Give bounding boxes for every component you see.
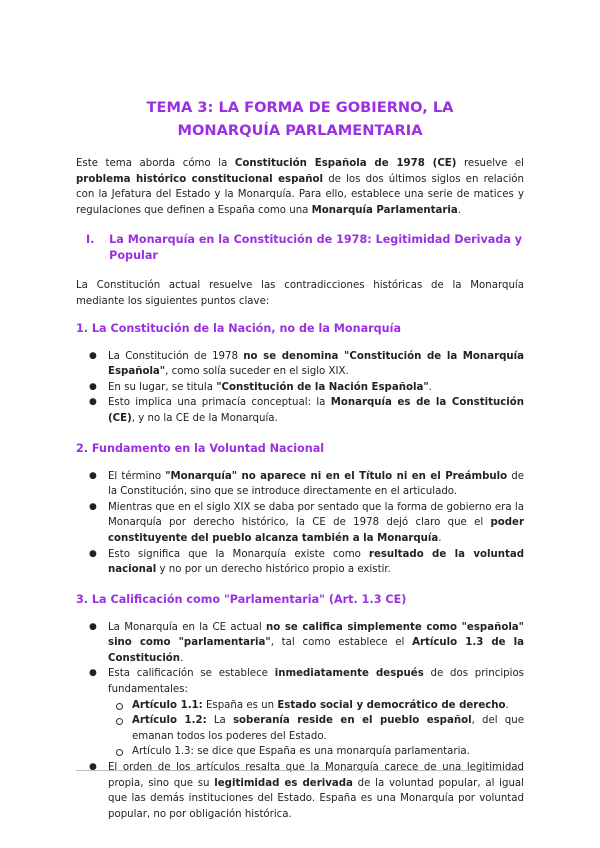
subsection-3-title: 3. La Calificación como "Parlamentaria" (Art. 1.3 CE) (76, 592, 407, 606)
bold-text: Monarquía es de la Constitución (CE) (108, 397, 524, 424)
bold-text: Artículo 1.2: (132, 715, 207, 727)
text-run: . (505, 699, 509, 711)
list-item (76, 666, 524, 760)
text-run: . (180, 652, 184, 664)
text-run: de dos principios fundamentales: (108, 668, 524, 696)
intro-paragraph (76, 156, 524, 218)
sub-list-item (108, 698, 524, 714)
bold-text: legitimidad es derivada (214, 777, 353, 789)
text-run: . (457, 204, 462, 216)
list-item (76, 380, 524, 396)
bullet-icon: ● (89, 668, 97, 679)
text-run: de la Constitución, sino que se introduce directamente en el articulado. (108, 470, 524, 498)
bold-text: Estado social y democrático de derecho (277, 699, 506, 711)
bold-text: Artículo 1.3 de la Constitución (108, 637, 524, 664)
subsection-2-title: 2. Fundamento en la Voluntad Nacional (76, 441, 325, 455)
text-run: . (438, 532, 442, 544)
text-run: Esto significa que la Monarquía existe como (108, 548, 369, 560)
text-run: Artículo 1.3: se dice que España es una monarquía parlamentaria. (132, 746, 470, 758)
bold-text: no se califica simplemente como "española" sino como "parlamentaria" (108, 621, 524, 649)
bold-text: no se denomina "Constitución de la Monarquía Española" (108, 350, 524, 378)
bullet-icon: ● (89, 381, 97, 392)
text-run: , del que emanan todos los poderes del Estado. (132, 715, 524, 742)
bullet-icon: ● (89, 470, 97, 481)
bold-text: inmediatamente después (274, 668, 424, 680)
text-run: , como solía suceder en el siglo XIX. (165, 366, 349, 378)
subsection-1-list (76, 349, 524, 427)
text-run: . (428, 381, 432, 393)
bold-text: Artículo 1.1: (132, 699, 203, 711)
bullet-icon: ● (89, 548, 97, 559)
text-run: resuelve el (456, 158, 524, 169)
text-run: La Monarquía en la CE actual (108, 621, 267, 633)
text-run: Esta calificación se establece (108, 668, 275, 680)
bullet-icon: ● (89, 350, 97, 361)
text-run: , y no la CE de la Monarquía. (131, 412, 278, 424)
sub-list (108, 698, 524, 760)
bold-text: Monarquía Parlamentaria (311, 204, 458, 216)
list-item (76, 349, 524, 380)
text-run: Mientras que en el siglo XIX se daba por sentado que la forma de gobierno era la Monarquía por derecho histórico, la CE de 1978 dejó claro que el (108, 501, 524, 529)
list-item (76, 547, 524, 578)
section-1-heading (76, 232, 524, 264)
circle-bullet-icon (116, 703, 123, 710)
subsection-3-list (76, 620, 524, 823)
text-run: El orden de los artículos resalta que la Monarquía carece de una legitimidad propia, sino que su (108, 762, 524, 789)
text-run: La Constitución de 1978 (108, 350, 244, 362)
text-run: de los dos últimos siglos en relación con la Jefatura del Estado y la Monarquía. Para ello, establece una serie de matices y regulaciones que definen a España como una (76, 173, 525, 216)
text-run: , tal como establece el (270, 637, 413, 649)
bullet-icon: ● (89, 397, 97, 408)
text-run: de la voluntad popular, al igual que las demás instituciones del Estado. España es una Monarquía por voluntad popular, no por obligación histórica. (108, 777, 524, 820)
section-1-number: I. (86, 233, 95, 247)
text-run: El término (108, 470, 166, 482)
circle-bullet-icon (116, 749, 123, 756)
list-item (76, 620, 524, 667)
text-run: La (206, 715, 233, 727)
text-run: Esto implica una primacía conceptual: la (108, 397, 331, 409)
text-run: Este tema aborda cómo la (76, 158, 235, 169)
sub-list-item (108, 744, 524, 760)
sub-list-item (108, 713, 524, 744)
bold-text: resultado de la voluntad nacional (108, 548, 524, 576)
document-title: TEMA 3: LA FORMA DE GOBIERNO, LA MONARQUÍA PARLAMENTARIA (146, 99, 454, 139)
circle-bullet-icon (116, 718, 123, 725)
bullet-icon: ● (89, 762, 97, 773)
bold-text: Constitución Española de 1978 (CE) (234, 158, 457, 169)
bold-text: soberanía reside en el pueblo español (232, 715, 472, 727)
subsection-2-list (76, 469, 524, 578)
bold-text: poder constituyente del pueblo alcanza también a la Monarquía (108, 517, 524, 544)
footer-divider (76, 770, 524, 771)
text-run: y no por un derecho histórico propio a existir. (156, 564, 391, 576)
bold-text: "Monarquía" no aparece ni en el Título ni en el Preámbulo (165, 470, 508, 482)
subsection-1-title: 1. La Constitución de la Nación, no de la Monarquía (76, 321, 401, 335)
list-item (76, 469, 524, 500)
text-run: En su lugar, se titula (108, 381, 217, 393)
bold-text: "Constitución de la Nación Española" (216, 381, 429, 393)
bold-text: problema histórico constitucional español (76, 173, 324, 185)
section-1-paragraph: La Constitución actual resuelve las contradicciones históricas de la Monarquía mediante los siguientes puntos clave: (76, 280, 524, 307)
list-item (76, 395, 524, 426)
text-run: España es un (202, 699, 278, 711)
bullet-icon: ● (89, 621, 97, 632)
section-1-title: La Monarquía en la Constitución de 1978: Legitimidad Derivada y Popular (109, 233, 523, 263)
bullet-icon: ● (89, 501, 97, 512)
list-item (76, 500, 524, 547)
